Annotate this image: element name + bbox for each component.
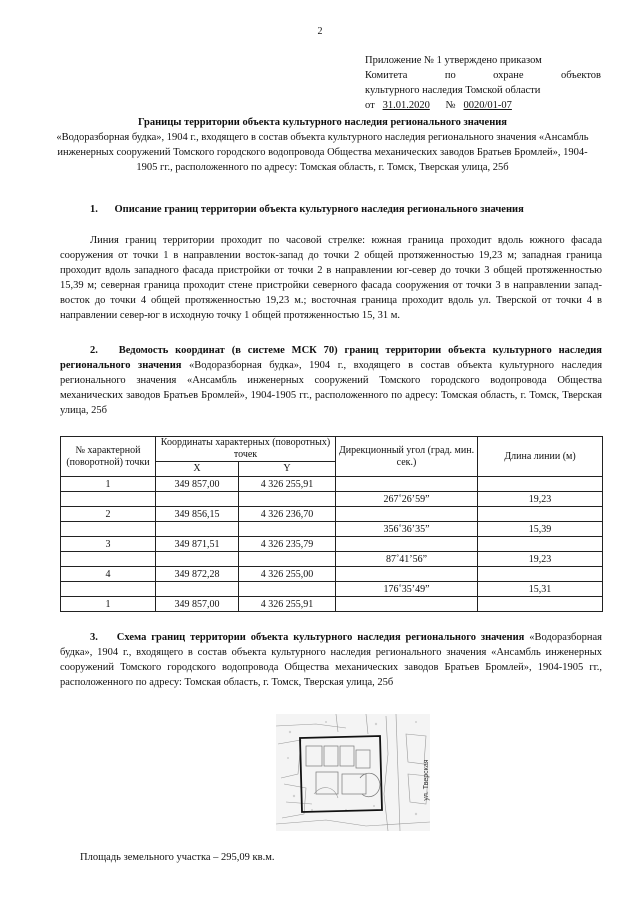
header-coordinates: Координаты характерных (поворотных) точек	[156, 437, 336, 462]
cell-length	[478, 567, 603, 582]
section-3-heading	[60, 630, 602, 690]
cell-length	[478, 597, 603, 612]
cell-x	[156, 552, 239, 567]
cell-y	[239, 492, 336, 507]
cell-angle	[336, 507, 478, 522]
section-3-number: 3.	[90, 632, 98, 643]
cell-point: 1	[61, 597, 156, 612]
coordinates-table	[60, 436, 603, 612]
cell-length	[478, 507, 603, 522]
cell-y	[239, 582, 336, 597]
document-header	[55, 115, 590, 175]
street-label: ул. Тверская	[423, 759, 430, 801]
section-1-heading	[60, 202, 602, 217]
cell-y	[239, 522, 336, 537]
cell-length: 15,31	[478, 582, 603, 597]
order-number: 0020/01-07	[463, 100, 512, 111]
table-row	[61, 597, 603, 612]
table-row	[61, 522, 603, 537]
cell-y: 4 326 255,91	[239, 597, 336, 612]
cell-angle	[336, 477, 478, 492]
cell-point	[61, 522, 156, 537]
cell-point: 1	[61, 477, 156, 492]
table-row	[61, 477, 603, 492]
header-angle: Дирекционный угол (град. мин. сек.)	[336, 437, 478, 477]
land-area: Площадь земельного участка – 295,09 кв.м.	[80, 852, 275, 863]
cell-angle	[336, 537, 478, 552]
table-row	[61, 492, 603, 507]
appendix-line-2: Комитета по охране объектов	[365, 70, 601, 81]
cell-x	[156, 492, 239, 507]
table-row	[61, 507, 603, 522]
cell-angle: 267˚26’59”	[336, 492, 478, 507]
cell-y: 4 326 236,70	[239, 507, 336, 522]
number-label: №	[445, 100, 456, 111]
cell-length	[478, 477, 603, 492]
appendix-approval-block	[365, 53, 601, 113]
page-number: 2	[317, 26, 323, 37]
cell-angle	[336, 597, 478, 612]
table-header-row	[61, 437, 603, 462]
cell-point	[61, 552, 156, 567]
header-length: Длина линии (м)	[478, 437, 603, 477]
header-description: «Водоразборная будка», 1904 г., входящего в состав объекта культурного наследия регионального значения «Ансамбль инженерных сооружений Томского городского водопровода Общества механических заводов Братьев Бромлей», 1904-1905 гг., расположенного по адресу: Томская область, г. Томск, Тверская улица, 25б	[56, 132, 589, 173]
section-1-text: Линия границ территории проходит по часовой стрелке: южная граница проходит вдоль южного фасада сооружения от точки 1 в направлении восток-запад до точки 2 общей протяженностью 19,23 м; западная граница проходит вдоль западного фасада пристройки от точки 2 в направлении юг-север до точки 3 общей протяженностью 15,39 м; северная граница проходит стене пристройки северного фасада сооружения от точки 3 в направлении запад-восток до точки 4 общей протяженностью 19,23 м.; восточная граница проходит вдоль ул. Тверской от точки 4 в направлении север-юг в исходную точку 1 общей протяженностью 15, 31 м.	[60, 235, 602, 321]
cell-point	[61, 492, 156, 507]
section-2-description: «Водоразборная будка», 1904 г., входящего в состав объекта культурного наследия регионального значения «Ансамбль инженерных сооружений Томского городского водопровода Общества механических заводов Братьев Бромлей», 1904-1905 гг., расположенного по адресу: Томская область, г. Томск, Тверская улица, 25б	[60, 360, 603, 416]
header-x: X	[156, 462, 239, 477]
cell-x: 349 856,15	[156, 507, 239, 522]
header-point: № характерной (поворотной) точки	[61, 437, 156, 477]
cell-x	[156, 522, 239, 537]
section-2-number: 2.	[90, 345, 98, 356]
cell-length: 15,39	[478, 522, 603, 537]
cell-y	[239, 552, 336, 567]
section-1-number: 1.	[90, 204, 98, 215]
cell-x	[156, 582, 239, 597]
cell-x: 349 857,00	[156, 597, 239, 612]
cell-angle: 87˚41’56”	[336, 552, 478, 567]
cell-point: 2	[61, 507, 156, 522]
cell-length: 19,23	[478, 492, 603, 507]
header-y: Y	[239, 462, 336, 477]
cell-angle: 356˚36’35”	[336, 522, 478, 537]
cell-point: 3	[61, 537, 156, 552]
table-row	[61, 582, 603, 597]
table-row	[61, 537, 603, 552]
appendix-line-1: Приложение № 1 утверждено приказом	[365, 55, 542, 66]
cell-point	[61, 582, 156, 597]
table-row	[61, 552, 603, 567]
from-label: от	[365, 100, 375, 111]
cell-angle: 176˚35’49”	[336, 582, 478, 597]
cell-length	[478, 537, 603, 552]
header-title: Границы территории объекта культурного наследия регионального значения	[137, 117, 507, 128]
table-row	[61, 567, 603, 582]
section-2-title: Ведомость координат (в системе МСК 70) границ территории объекта культурного наследия регионального значения	[60, 345, 602, 371]
order-date: 31.01.2020	[382, 100, 430, 111]
appendix-date-line	[365, 98, 601, 113]
cell-y: 4 326 255,91	[239, 477, 336, 492]
section-3-title: Схема границ территории объекта культурного наследия регионального значения	[116, 632, 525, 643]
cell-x: 349 857,00	[156, 477, 239, 492]
cell-length: 19,23	[478, 552, 603, 567]
cell-point: 4	[61, 567, 156, 582]
appendix-line-3: культурного наследия Томской области	[365, 85, 541, 96]
section-3-description: «Водоразборная будка», 1904 г., входящего в состав объекта культурного наследия регионального значения «Ансамбль инженерных сооружений Томского городского водопровода Общества механических заводов Братьев Бромлей», 1904-1905 гг., расположенного по адресу: Томская область, г. Томск, Тверская улица, 25б	[60, 632, 603, 688]
cell-x: 349 872,28	[156, 567, 239, 582]
boundary-scheme-map	[276, 714, 430, 831]
cell-y: 4 326 255,00	[239, 567, 336, 582]
cell-angle	[336, 567, 478, 582]
cell-y: 4 326 235,79	[239, 537, 336, 552]
section-1-title: Описание границ территории объекта культурного наследия регионального значения	[114, 204, 524, 215]
section-2-heading	[60, 343, 602, 418]
cell-x: 349 871,51	[156, 537, 239, 552]
